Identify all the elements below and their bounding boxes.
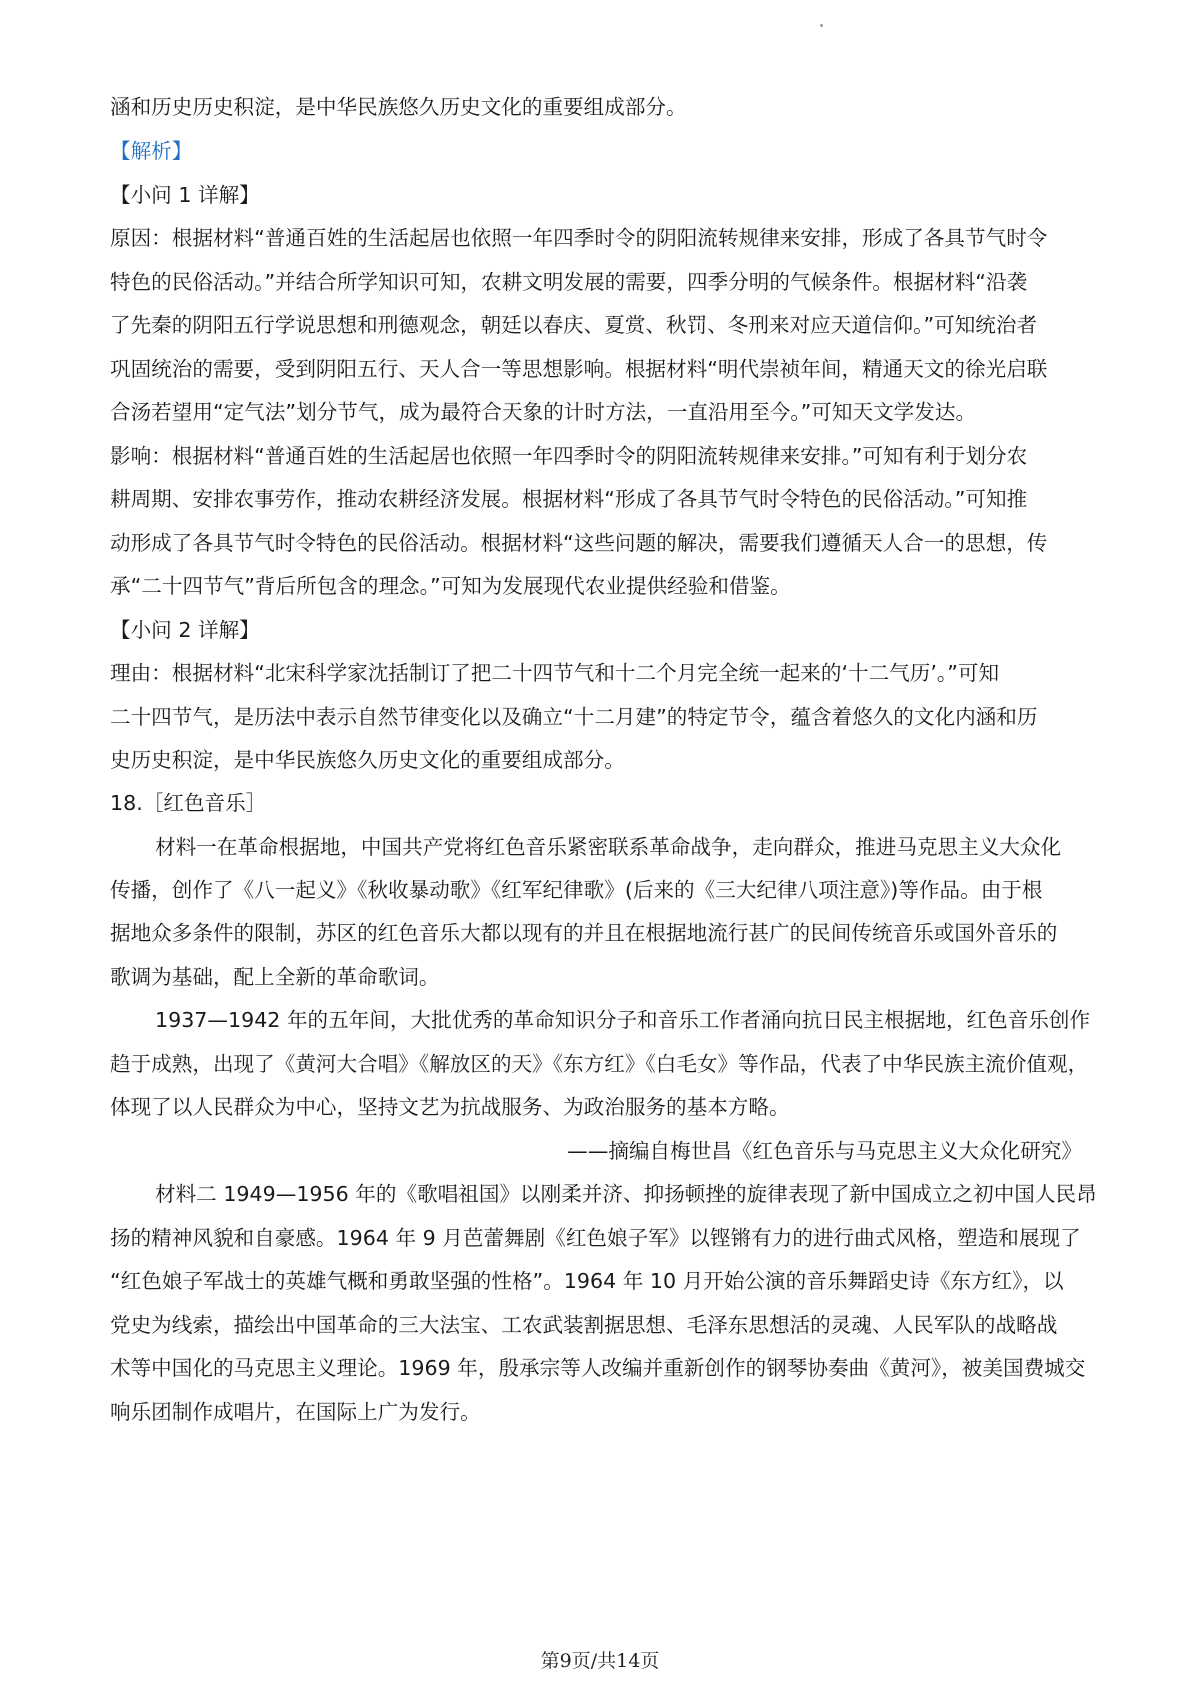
text-line: 1937—1942 年的五年间，大批优秀的革命知识分子和音乐工作者涌向抗日民主根据地，红色音乐创作 <box>155 1008 1091 1032</box>
text-line: 巩固统治的需要，受到阴阳五行、天人合一等思想影响。根据材料“明代崇祯年间，精通天文的徐光启联 <box>110 357 1048 381</box>
question-18-title: 18.［红色音乐］ <box>110 791 267 815</box>
subquestion-1-heading: 【小问 1 详解】 <box>110 183 260 207</box>
text-line: 史历史积淀，是中华民族悠久历史文化的重要组成部分。 <box>110 748 625 772</box>
text-line: 动形成了各具节气时令特色的民俗活动。根据材料“这些问题的解决，需要我们遵循天人合一的思想，传 <box>110 531 1048 555</box>
text-line: 合汤若望用“定气法”划分节气，成为最符合天象的计时方法，一直沿用至今。”可知天文学发达。 <box>110 400 977 424</box>
text-line: 材料二 1949—1956 年的《歌唱祖国》以刚柔并济、抑扬顿挫的旋律表现了新中国成立之初中国人民昂 <box>155 1182 1097 1206</box>
text-line: 原因：根据材料“普通百姓的生活起居也依照一年四季时令的阴阳流转规律来安排，形成了各具节气时令 <box>110 226 1048 250</box>
text-line: 体现了以人民群众为中心，坚持文艺为抗战服务、为政治服务的基本方略。 <box>110 1095 790 1119</box>
text-line: 趋于成熟，出现了《黄河大合唱》《解放区的天》《东方红》《白毛女》等作品，代表了中华民族主流价值观， <box>110 1052 1089 1076</box>
text-line: 据地众多条件的限制，苏区的红色音乐大都以现有的并且在根据地流行甚广的民间传统音乐或国外音乐的 <box>110 921 1058 945</box>
text-line: 二十四节气，是历法中表示自然节律变化以及确立“十二月建”的特定节令，蕴含着悠久的文化内涵和历 <box>110 705 1038 729</box>
subquestion-2-heading: 【小问 2 详解】 <box>110 618 260 642</box>
text-line: 涵和历史历史积淀，是中华民族悠久历史文化的重要组成部分。 <box>110 95 687 119</box>
source-citation: ——摘编自梅世昌《红色音乐与马克思主义大众化研究》 <box>567 1139 1082 1163</box>
text-line: 理由：根据材料“北宋科学家沈括制订了把二十四节气和十二个月完全统一起来的‘十二气历’。”可知 <box>110 661 1000 685</box>
text-line: 特色的民俗活动。”并结合所学知识可知，农耕文明发展的需要，四季分明的气候条件。根据材料“沿袭 <box>110 270 1028 294</box>
text-line: 材料一在革命根据地，中国共产党将红色音乐紧密联系革命战争，走向群众，推进马克思主义大众化 <box>155 835 1062 859</box>
text-line: 了先秦的阴阳五行学说思想和刑德观念，朝廷以春庆、夏赏、秋罚、冬刑来对应天道信仰。”可知统治者 <box>110 313 1038 337</box>
text-line: 党史为线索，描绘出中国革命的三大法宝、工农武装割据思想、毛泽东思想活的灵魂、人民军队的战略战 <box>110 1313 1058 1337</box>
section-label-analysis: 【解析】 <box>110 139 193 163</box>
page-number-footer: 第9页/共14页 <box>540 1650 660 1672</box>
text-line: 扬的精神风貌和自豪感。1964 年 9 月芭蕾舞剧《红色娘子军》以铿锵有力的进行曲式风格，塑造和展现了 <box>110 1226 1081 1250</box>
text-line: 影响：根据材料“普通百姓的生活起居也依照一年四季时令的阴阳流转规律来安排。”可知有利于划分农 <box>110 444 1028 468</box>
text-line: 术等中国化的马克思主义理论。1969 年，殷承宗等人改编并重新创作的钢琴协奏曲《黄河》，被美国费城交 <box>110 1356 1086 1380</box>
text-line: 响乐团制作成唱片，在国际上广为发行。 <box>110 1400 481 1424</box>
text-line: 承“二十四节气”背后所包含的理念。”可知为发展现代农业提供经验和借鉴。 <box>110 574 791 598</box>
text-line: 耕周期、安排农事劳作，推动农耕经济发展。根据材料“形成了各具节气时令特色的民俗活动。”可知推 <box>110 487 1028 511</box>
text-line: 歌调为基础，配上全新的革命歌词。 <box>110 965 440 989</box>
text-line: “红色娘子军战士的英雄气概和勇敢坚强的性格”。1964 年 10 月开始公演的音乐舞蹈史诗《东方红》，以 <box>110 1269 1064 1293</box>
scan-mark <box>820 24 823 27</box>
text-line: 传播，创作了《八一起义》《秋收暴动歌》《红军纪律歌》(后来的《三大纪律八项注意》)等作品。由于根 <box>110 878 1043 902</box>
